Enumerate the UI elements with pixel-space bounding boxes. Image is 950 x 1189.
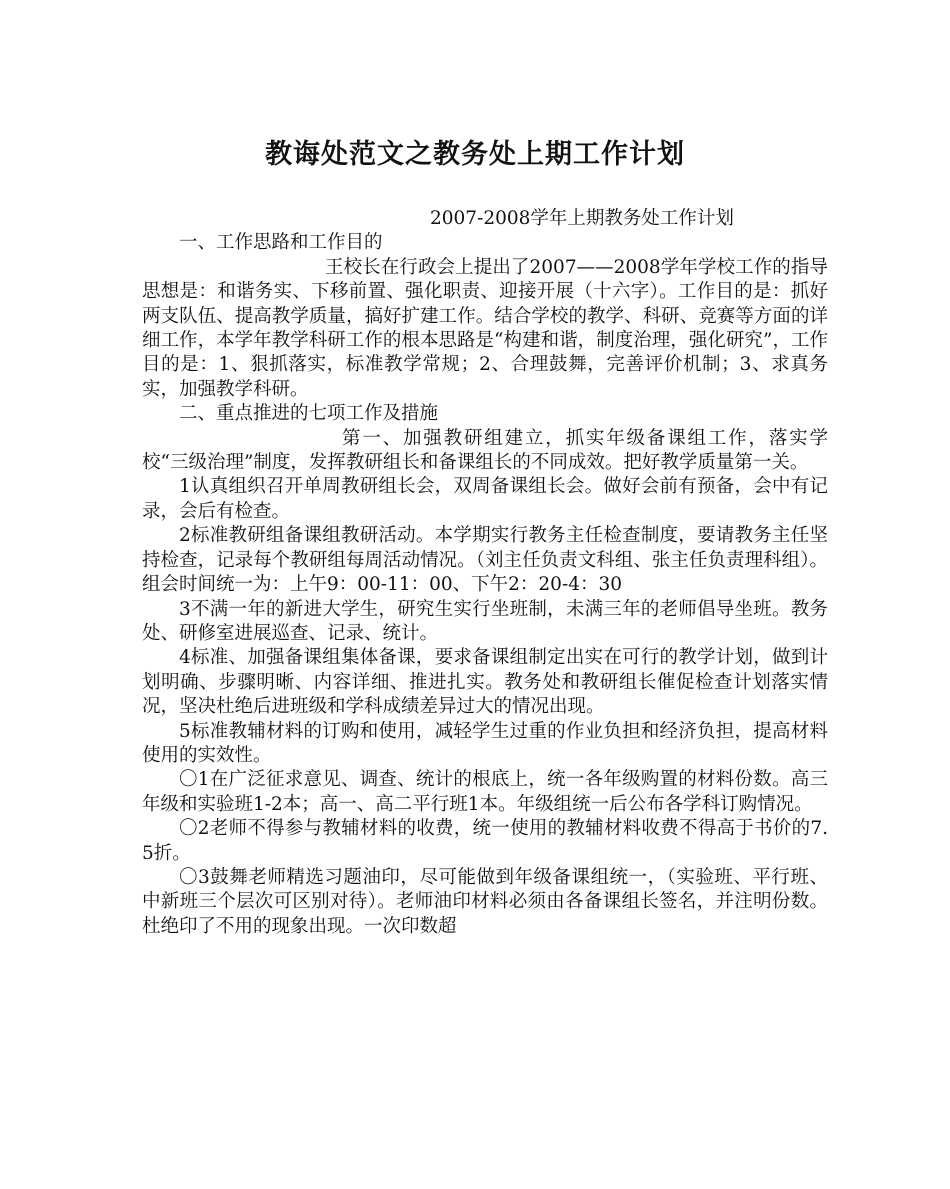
document-title: 教诲处范文之教务处上期工作计划 (265, 139, 685, 170)
paragraph-item-4: 4标准、加强备课组集体备课，要求备课组制定出实在可行的教学计划，做到计划明确、步骤明晰、内容详细、推进扎实。教务处和教研组长催促检查计划落实情况，坚决杜绝后进班级和学科成绩差异过大的情况出现。 (142, 647, 828, 718)
paragraph-subitem-1: 〇1在广泛征求意见、调查、统计的根底上，统一各年级购置的材料份数。高三年级和实验班1-2本；高一、高二平行班1本。年级组统一后公布各学科订购情况。 (142, 769, 828, 815)
paragraph-subitem-2: 〇2老师不得参与教辅材料的收费，统一使用的教辅材料收费不得高于书价的7.5折。 (142, 818, 828, 864)
paragraph-item-3: 3不满一年的新进大学生，研究生实行坐班制，未满三年的老师倡导坐班。教务处、研修室进展巡查、记录、统计。 (142, 598, 828, 644)
paragraph-item-2: 2标准教研组备课组教研活动。本学期实行教务主任检查制度，要请教务主任坚持检查，记录每个教研组每周活动情况。（刘主任负责文科组、张主任负责理科组）。组会时间统一为：上午9：00-11：00、下午2：20-4：30 (142, 525, 828, 596)
section-heading-1: 一、工作思路和工作目的 (179, 232, 383, 254)
paragraph-guiding-thought: 王校长在行政会上提出了2007——2008学年学校工作的指导思想是：和谐务实、下移前置、强化职责、迎接开展（十六字）。工作目的是：抓好两支队伍、提高教学质量，搞好扩建工作。结合学校的教学、科研、竞赛等方面的详细工作，本学年教学科研工作的根本思路是“构建和谐，制度治理，强化研究”，工作目的是：1、狠抓落实，标准教学常规；2、合理鼓舞，完善评价机制；3、求真务实，加强教学科研。 (142, 256, 828, 400)
plan-subtitle: 2007-2008学年上期教务处工作计划 (430, 208, 734, 229)
paragraph-first-item: 第一、加强教研组建立，抓实年级备课组工作，落实学校“三级治理”制度，发挥教研组长和备课组长的不同成效。把好教学质量第一关。 (142, 427, 828, 474)
paragraph-item-5: 5标准教辅材料的订购和使用，减轻学生过重的作业负担和经济负担，提高材料使用的实效性。 (142, 720, 828, 766)
document-body (142, 207, 828, 939)
paragraph-subitem-3: 〇3鼓舞老师精选习题油印，尽可能做到年级备课组统一，（实验班、平行班、中新班三个层次可区别对待）。老师油印材料必须由各备课组长签名，并注明份数。杜绝印了不用的现象出现。一次印数超 (142, 866, 828, 937)
paragraph-item-1: 1认真组织召开单周教研组长会，双周备课组长会。做好会前有预备，会中有记录，会后有检查。 (142, 476, 828, 522)
section-heading-2: 二、重点推进的七项工作及措施 (179, 403, 439, 425)
